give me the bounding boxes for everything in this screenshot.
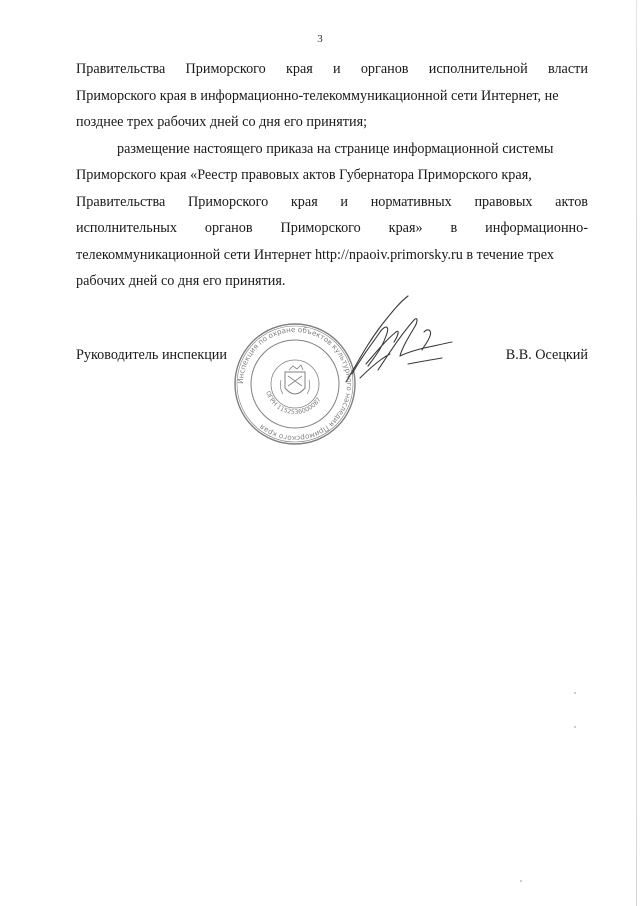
body-text <box>76 56 588 295</box>
word: актов <box>555 193 588 210</box>
signatory-name: В.В. Осецкий <box>505 347 588 363</box>
word: Приморского <box>185 61 266 77</box>
word: органов <box>360 61 409 77</box>
word: Правительства <box>76 193 166 210</box>
paragraph-2-line-5: телекоммуникационной сети Интернет http://npaoiv.primorsky.ru в течение трех <box>76 246 554 263</box>
signatory-position: Руководитель инспекции <box>76 347 227 363</box>
scan-speck <box>520 880 522 882</box>
word: Приморского <box>280 220 361 236</box>
scan-speck <box>574 692 576 694</box>
word: и <box>340 193 348 210</box>
word: нормативных <box>370 193 452 210</box>
stamp-outer-textpath: Инспекция по охране объектов культурного наследия Приморского края <box>235 324 355 444</box>
word: информационно- <box>485 220 588 236</box>
word: правовых <box>474 193 533 210</box>
word: исполнительной <box>428 61 528 77</box>
paragraph-1-line-1 <box>76 56 588 83</box>
word: исполнительных <box>76 220 177 236</box>
stamp-inner-textpath: ОГРН 1152536000087 <box>264 390 323 417</box>
word: края» <box>388 220 423 236</box>
paragraph-1-line-3: позднее трех рабочих дней со дня его принятия; <box>76 114 368 130</box>
word: и <box>333 61 341 77</box>
paragraph-2-line-1: размещение настоящего приказа на странице информационной системы <box>117 140 554 157</box>
word: в <box>450 220 458 236</box>
word: органов <box>204 220 253 236</box>
scan-speck <box>574 726 576 728</box>
word: Правительства <box>76 61 166 77</box>
handwritten-signature <box>338 292 468 392</box>
word: власти <box>547 61 588 77</box>
paragraph-2-line-4 <box>76 215 588 242</box>
scan-edge <box>636 0 637 906</box>
word: края <box>290 193 318 210</box>
stamp-outer-text <box>236 325 354 443</box>
paragraph-1-line-2: Приморского края в информационно-телекоммуникационной сети Интернет, не <box>76 87 559 104</box>
paragraph-2-line-6: рабочих дней со дня его принятия. <box>76 273 286 289</box>
word: Приморского <box>187 193 269 210</box>
word: края <box>285 61 313 77</box>
page-number: 3 <box>317 33 323 45</box>
paragraph-2-line-3 <box>76 189 588 216</box>
paragraph-2-line-2: Приморского края «Реестр правовых актов Губернатора Приморского края, <box>76 167 532 183</box>
